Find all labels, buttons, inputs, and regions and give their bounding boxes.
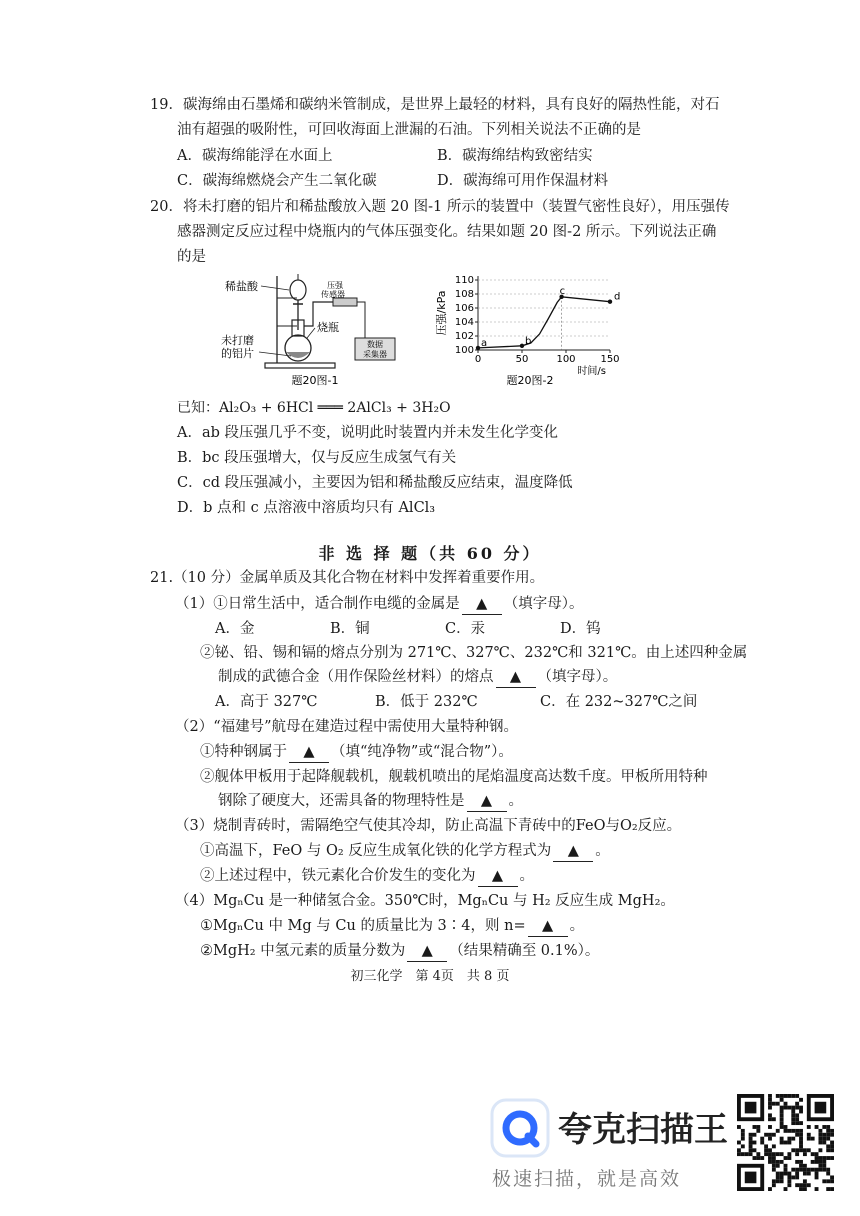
qr-module: [818, 1156, 822, 1160]
qr-module: [822, 1133, 826, 1137]
qr-module: [776, 1164, 780, 1168]
qr-module: [741, 1129, 745, 1133]
qr-module: [787, 1172, 791, 1176]
qr-module: [807, 1125, 811, 1129]
chart-point-label: c: [559, 285, 566, 297]
qr-module: [815, 1160, 819, 1164]
qr-module: [784, 1156, 788, 1160]
qr-module: [745, 1152, 749, 1156]
chart-point-label: b: [525, 335, 532, 347]
answer-blank: ▲: [289, 742, 329, 763]
qr-module: [768, 1102, 772, 1106]
qr-module: [795, 1175, 799, 1179]
qr-module: [815, 1175, 819, 1179]
qr-module: [826, 1133, 830, 1137]
q19-option-d: D．碳海绵可用作保温材料: [437, 173, 609, 189]
qr-module: [803, 1164, 807, 1168]
qr-module: [780, 1160, 784, 1164]
qr-module: [741, 1144, 745, 1148]
q20-line3: 的是: [177, 249, 206, 265]
qr-module: [760, 1141, 764, 1145]
qr-module: [795, 1102, 799, 1106]
qr-module: [826, 1144, 830, 1148]
qr-module: [791, 1148, 795, 1152]
qr-module: [795, 1168, 799, 1172]
qr-module: [787, 1175, 791, 1179]
qr-module: [826, 1187, 830, 1191]
qr-module: [830, 1144, 834, 1148]
qr-module: [780, 1113, 784, 1117]
qr-module: [807, 1168, 811, 1172]
answer-blank: ▲: [462, 594, 502, 615]
qr-module: [807, 1148, 811, 1152]
qr-module: [807, 1137, 811, 1141]
q20-line1: 20．将未打磨的铝片和稀盐酸放入题 20 图-1 所示的装置中（装置气密性良好），用压强传: [150, 199, 730, 215]
qr-module: [818, 1148, 822, 1152]
qr-module: [830, 1175, 834, 1179]
qr-module: [756, 1152, 760, 1156]
q21-p4-1: ①MgₙCu 中 Mg 与 Cu 的质量比为 3∶4，则 n= ▲ 。: [200, 916, 584, 937]
chart-x-tick-label: 50: [515, 354, 529, 365]
qr-module: [791, 1094, 795, 1098]
q19-option-c: C．碳海绵燃烧会产生二氧化碳: [177, 173, 377, 189]
answer-blank: ▲: [407, 941, 447, 962]
qr-module: [772, 1168, 776, 1172]
qr-module: [822, 1137, 826, 1141]
qr-module: [799, 1098, 803, 1102]
qr-module: [784, 1172, 788, 1176]
chart-y-tick-label: 106: [454, 303, 474, 314]
qr-module: [830, 1179, 834, 1183]
qr-module: [830, 1141, 834, 1145]
qr-module: [791, 1121, 795, 1125]
qr-module: [799, 1137, 803, 1141]
qr-module: [768, 1113, 772, 1117]
q21-p3-2: ②上述过程中，铁元素化合价发生的变化为 ▲ 。: [200, 866, 534, 887]
qr-module: [784, 1168, 788, 1172]
qr-module: [818, 1129, 822, 1133]
qr-module: [795, 1117, 799, 1121]
q20-option-a: A．ab 段压强几乎不变，说明此时装置内并未发生化学变化: [177, 425, 559, 441]
qr-module: [799, 1106, 803, 1110]
qr-module: [791, 1113, 795, 1117]
qr-module: [741, 1137, 745, 1141]
qr-module: [830, 1129, 834, 1133]
qr-module: [780, 1098, 784, 1102]
qr-module: [764, 1148, 768, 1152]
qr-module: [799, 1133, 803, 1137]
scanner-watermark: [490, 1098, 728, 1190]
q21-p4: （4）MgₙCu 是一种储氢合金。350℃时，MgₙCu 与 H₂ 反应生成 MgH₂。: [175, 893, 675, 909]
chart-y-tick-label: 108: [454, 289, 474, 300]
q20-option-c: C．cd 段压强减小，主要因为铝和稀盐酸反应结束，温度降低: [177, 475, 573, 491]
qr-module: [795, 1113, 799, 1117]
qr-module: [795, 1172, 799, 1176]
qr-module: [811, 1160, 815, 1164]
qr-module: [803, 1183, 807, 1187]
collector-label-2: 采集器: [363, 350, 387, 359]
chart-point-d: [608, 300, 612, 304]
chart-point-b: [520, 344, 524, 348]
sensor-label-1: 压强: [327, 281, 343, 290]
qr-finder: [745, 1102, 757, 1114]
qr-module: [822, 1168, 826, 1172]
qr-module: [818, 1164, 822, 1168]
qr-module: [803, 1168, 807, 1172]
aluminum-label-1: 未打磨: [221, 334, 254, 347]
qr-module: [791, 1137, 795, 1141]
qr-module: [784, 1106, 788, 1110]
qr-module: [830, 1133, 834, 1137]
qr-module: [780, 1106, 784, 1110]
qr-module: [799, 1121, 803, 1125]
qr-module: [776, 1175, 780, 1179]
qr-module: [791, 1168, 795, 1172]
chart-y-tick-label: 104: [454, 317, 474, 328]
qr-module: [803, 1172, 807, 1176]
qr-module: [830, 1187, 834, 1191]
qr-module: [780, 1172, 784, 1176]
qr-module: [772, 1183, 776, 1187]
qr-module: [803, 1152, 807, 1156]
qr-module: [764, 1133, 768, 1137]
q21-p1-2-option-b: B．低于 232℃: [375, 694, 478, 710]
qr-module: [818, 1160, 822, 1164]
qr-module: [753, 1141, 757, 1145]
qr-module: [830, 1156, 834, 1160]
qr-module: [799, 1160, 803, 1164]
qr-module: [787, 1179, 791, 1183]
q21-p2-2-line2: 钢除了硬度大，还需具备的物理特性是 ▲ 。: [218, 791, 523, 812]
q21-p3: （3）烧制青砖时，需隔绝空气使其冷却，防止高温下青砖中的FeO与O₂反应。: [175, 818, 682, 834]
q21-p4-2: ②MgH₂ 中氢元素的质量分数为 ▲ （结果精确至 0.1%）。: [200, 941, 599, 962]
qr-module: [787, 1094, 791, 1098]
qr-module: [768, 1094, 772, 1098]
qr-module: [795, 1121, 799, 1125]
figure1-caption: 题20图-1: [291, 374, 339, 387]
qr-module: [772, 1117, 776, 1121]
qr-module: [787, 1106, 791, 1110]
qr-module: [795, 1152, 799, 1156]
qr-module: [815, 1125, 819, 1129]
q21-head: 21.（10 分）金属单质及其化合物在材料中发挥着重要作用。: [150, 570, 545, 586]
qr-module: [795, 1106, 799, 1110]
qr-module: [826, 1156, 830, 1160]
qr-module: [768, 1152, 772, 1156]
qr-module: [784, 1141, 788, 1145]
qr-module: [791, 1175, 795, 1179]
qr-module: [787, 1137, 791, 1141]
qr-module: [799, 1187, 803, 1191]
qr-module: [795, 1094, 799, 1098]
qr-module: [830, 1148, 834, 1152]
qr-module: [799, 1144, 803, 1148]
qr-module: [780, 1137, 784, 1141]
qr-module: [764, 1144, 768, 1148]
qr-module: [803, 1148, 807, 1152]
qr-module: [815, 1152, 819, 1156]
qr-module: [784, 1129, 788, 1133]
qr-module: [760, 1156, 764, 1160]
qr-module: [799, 1129, 803, 1133]
scanner-slogan: 极速扫描，就是高效: [492, 1168, 682, 1190]
qr-module: [791, 1129, 795, 1133]
qr-code: [737, 1094, 834, 1191]
qr-module: [826, 1168, 830, 1172]
qr-module: [818, 1133, 822, 1137]
qr-module: [822, 1125, 826, 1129]
qr-module: [799, 1168, 803, 1172]
qr-module: [803, 1187, 807, 1191]
qr-module: [784, 1125, 788, 1129]
q21-p2-2-line1: ②舰体甲板用于起降舰载机，舰载机喷出的尾焰温度高达数千度。甲板所用特种: [200, 769, 708, 785]
qr-module: [795, 1133, 799, 1137]
qr-module: [784, 1164, 788, 1168]
qr-module: [768, 1187, 772, 1191]
qr-module: [780, 1094, 784, 1098]
chart-point-a: [476, 346, 480, 350]
qr-module: [776, 1094, 780, 1098]
qr-module: [768, 1117, 772, 1121]
q19-line2: 油有超强的吸附性，可回收海面上泄漏的石油。下列相关说法不正确的是: [177, 122, 641, 138]
q21-p1-1-option-a: A．金: [215, 621, 255, 637]
q21-p2-1: ①特种钢属于 ▲ （填“纯净物”或“混合物”）。: [200, 742, 513, 763]
aluminum-label-2: 的铝片: [221, 347, 254, 360]
chart-x-tick-label: 0: [474, 354, 482, 365]
q19-option-b: B．碳海绵结构致密结实: [437, 148, 593, 164]
qr-module: [753, 1156, 757, 1160]
qr-module: [749, 1141, 753, 1145]
qr-module: [780, 1179, 784, 1183]
apparatus-figure: [215, 268, 415, 390]
chart-point-label: d: [614, 291, 621, 303]
qr-module: [776, 1179, 780, 1183]
qr-module: [811, 1152, 815, 1156]
q21-p1-1-option-b: B．铜: [330, 621, 370, 637]
scanner-brand-name: 夸克扫描王: [558, 1110, 728, 1150]
qr-module: [826, 1129, 830, 1133]
qr-module: [753, 1133, 757, 1137]
acid-label: 稀盐酸: [225, 280, 258, 293]
qr-module: [799, 1141, 803, 1145]
qr-module: [791, 1117, 795, 1121]
answer-blank: ▲: [496, 667, 536, 688]
qr-module: [737, 1152, 741, 1156]
page-footer: 初三化学 第 4页 共 8 页: [350, 969, 510, 984]
qr-finder: [815, 1102, 827, 1114]
qr-module: [815, 1172, 819, 1176]
qr-module: [764, 1152, 768, 1156]
figure2-caption: 题20图-2: [506, 374, 554, 387]
qr-module: [776, 1160, 780, 1164]
qr-module: [787, 1152, 791, 1156]
qr-module: [787, 1129, 791, 1133]
qr-module: [776, 1152, 780, 1156]
q21-p1-2-line1: ②铋、铅、锡和镉的熔点分别为 271℃、327℃、232℃和 321℃。由上述四种金属: [200, 645, 748, 661]
qr-module: [799, 1164, 803, 1168]
qr-module: [826, 1172, 830, 1176]
chart-xlabel: 时间/s: [577, 366, 606, 377]
qr-module: [784, 1094, 788, 1098]
qr-module: [815, 1156, 819, 1160]
qr-module: [768, 1137, 772, 1141]
qr-module: [787, 1183, 791, 1187]
qr-module: [822, 1156, 826, 1160]
qr-module: [749, 1152, 753, 1156]
qr-module: [753, 1125, 757, 1129]
answer-blank: ▲: [467, 791, 507, 812]
collector-label-1: 数据: [367, 340, 383, 349]
q21-p3-1: ①高温下，FeO 与 O₂ 反应生成氧化铁的化学方程式为 ▲ 。: [200, 841, 610, 862]
qr-module: [776, 1102, 780, 1106]
qr-finder: [745, 1172, 757, 1184]
flask-label: 烧瓶: [317, 321, 339, 334]
chart-y-tick-label: 110: [454, 275, 474, 286]
qr-module: [787, 1156, 791, 1160]
qr-module: [768, 1098, 772, 1102]
qr-module: [784, 1187, 788, 1191]
qr-module: [776, 1172, 780, 1176]
qr-module: [795, 1129, 799, 1133]
qr-module: [780, 1121, 784, 1125]
qr-module: [772, 1133, 776, 1137]
scanner-logo-icon: [490, 1098, 550, 1158]
qr-module: [760, 1137, 764, 1141]
q19-option-a: A．碳海绵能浮在水面上: [177, 148, 333, 164]
qr-module: [772, 1102, 776, 1106]
qr-module: [768, 1133, 772, 1137]
qr-module: [780, 1141, 784, 1145]
qr-module: [807, 1172, 811, 1176]
qr-module: [780, 1110, 784, 1114]
qr-module: [768, 1106, 772, 1110]
q21-p1-2-line2: 制成的武德合金（用作保险丝材料）的熔点 ▲ （填字母）。: [218, 667, 617, 688]
qr-module: [772, 1156, 776, 1160]
q21-p1-2-option-c: C．在 232~327℃之间: [540, 694, 698, 710]
qr-module: [749, 1137, 753, 1141]
qr-module: [784, 1102, 788, 1106]
chart-x-tick-label: 150: [600, 354, 620, 365]
qr-module: [780, 1175, 784, 1179]
qr-module: [791, 1110, 795, 1114]
qr-module: [741, 1152, 745, 1156]
qr-module: [776, 1129, 780, 1133]
qr-module: [807, 1183, 811, 1187]
qr-module: [818, 1137, 822, 1141]
qr-module: [737, 1148, 741, 1152]
qr-module: [799, 1148, 803, 1152]
answer-blank: ▲: [528, 916, 568, 937]
q21-p1-1-option-d: D．钨: [560, 621, 601, 637]
chart-y-tick-label: 102: [454, 331, 474, 342]
qr-module: [799, 1183, 803, 1187]
qr-module: [772, 1152, 776, 1156]
qr-module: [822, 1164, 826, 1168]
answer-blank: ▲: [553, 841, 593, 862]
chart-point-label: a: [481, 337, 488, 349]
qr-module: [753, 1148, 757, 1152]
qr-module: [756, 1156, 760, 1160]
qr-module: [741, 1133, 745, 1137]
qr-module: [737, 1141, 741, 1145]
chart-y-tick-label: 100: [454, 345, 474, 356]
qr-module: [795, 1160, 799, 1164]
qr-module: [818, 1141, 822, 1145]
qr-module: [791, 1106, 795, 1110]
qr-module: [795, 1148, 799, 1152]
qr-module: [772, 1160, 776, 1164]
qr-module: [780, 1117, 784, 1121]
q20-line2: 感器测定反应过程中烧瓶内的气体压强变化。结果如题 20 图-2 所示。下列说法正确: [177, 224, 717, 240]
chart-series-line: [478, 297, 610, 348]
qr-module: [768, 1156, 772, 1160]
qr-module: [811, 1168, 815, 1172]
q19-line1: 19．碳海绵由石墨烯和碳纳米管制成，是世界上最轻的材料，具有良好的隔热性能，对石: [150, 97, 720, 113]
answer-blank: ▲: [478, 866, 518, 887]
sensor-label-2: 传感器: [321, 290, 345, 299]
qr-module: [780, 1125, 784, 1129]
qr-module: [822, 1141, 826, 1145]
q21-p1-1: （1）①日常生活中，适合制作电缆的金属是 ▲ （填字母）。: [175, 594, 583, 615]
qr-module: [795, 1183, 799, 1187]
qr-module: [807, 1133, 811, 1137]
qr-module: [799, 1110, 803, 1114]
chart-ylabel: 压强/kPa: [435, 290, 448, 336]
pressure-chart: [430, 268, 630, 390]
qr-module: [772, 1144, 776, 1148]
qr-module: [737, 1125, 741, 1129]
qr-module: [787, 1141, 791, 1145]
chart-x-tick-label: 100: [556, 354, 576, 365]
qr-module: [826, 1125, 830, 1129]
known-equation: 已知：Al₂O₃ + 6HCl ═══ 2AlCl₃ + 3H₂O: [177, 400, 451, 416]
section-title: 非 选 择 题（共 60 分）: [318, 544, 542, 563]
qr-module: [772, 1179, 776, 1183]
qr-module: [780, 1152, 784, 1156]
qr-module: [818, 1168, 822, 1172]
qr-module: [768, 1160, 772, 1164]
qr-module: [772, 1164, 776, 1168]
qr-module: [826, 1148, 830, 1152]
qr-module: [749, 1144, 753, 1148]
qr-module: [803, 1179, 807, 1183]
q20-option-d: D．b 点和 c 点溶液中溶质均只有 AlCl₃: [177, 500, 436, 516]
q21-p2: （2）“福建号”航母在建造过程中需使用大量特种钢。: [175, 719, 519, 735]
q21-p1-2-option-a: A．高于 327℃: [215, 694, 318, 710]
qr-module: [756, 1129, 760, 1133]
qr-module: [811, 1137, 815, 1141]
qr-module: [822, 1160, 826, 1164]
qr-module: [756, 1125, 760, 1129]
qr-module: [815, 1187, 819, 1191]
qr-module: [768, 1125, 772, 1129]
q21-p1-1-option-c: C．汞: [445, 621, 486, 637]
qr-module: [815, 1168, 819, 1172]
q20-option-b: B．bc 段压强增大，仅与反应生成氢气有关: [177, 450, 457, 466]
qr-module: [768, 1148, 772, 1152]
qr-module: [826, 1137, 830, 1141]
qr-module: [822, 1179, 826, 1183]
qr-module: [749, 1133, 753, 1137]
qr-module: [826, 1179, 830, 1183]
qr-module: [749, 1148, 753, 1152]
